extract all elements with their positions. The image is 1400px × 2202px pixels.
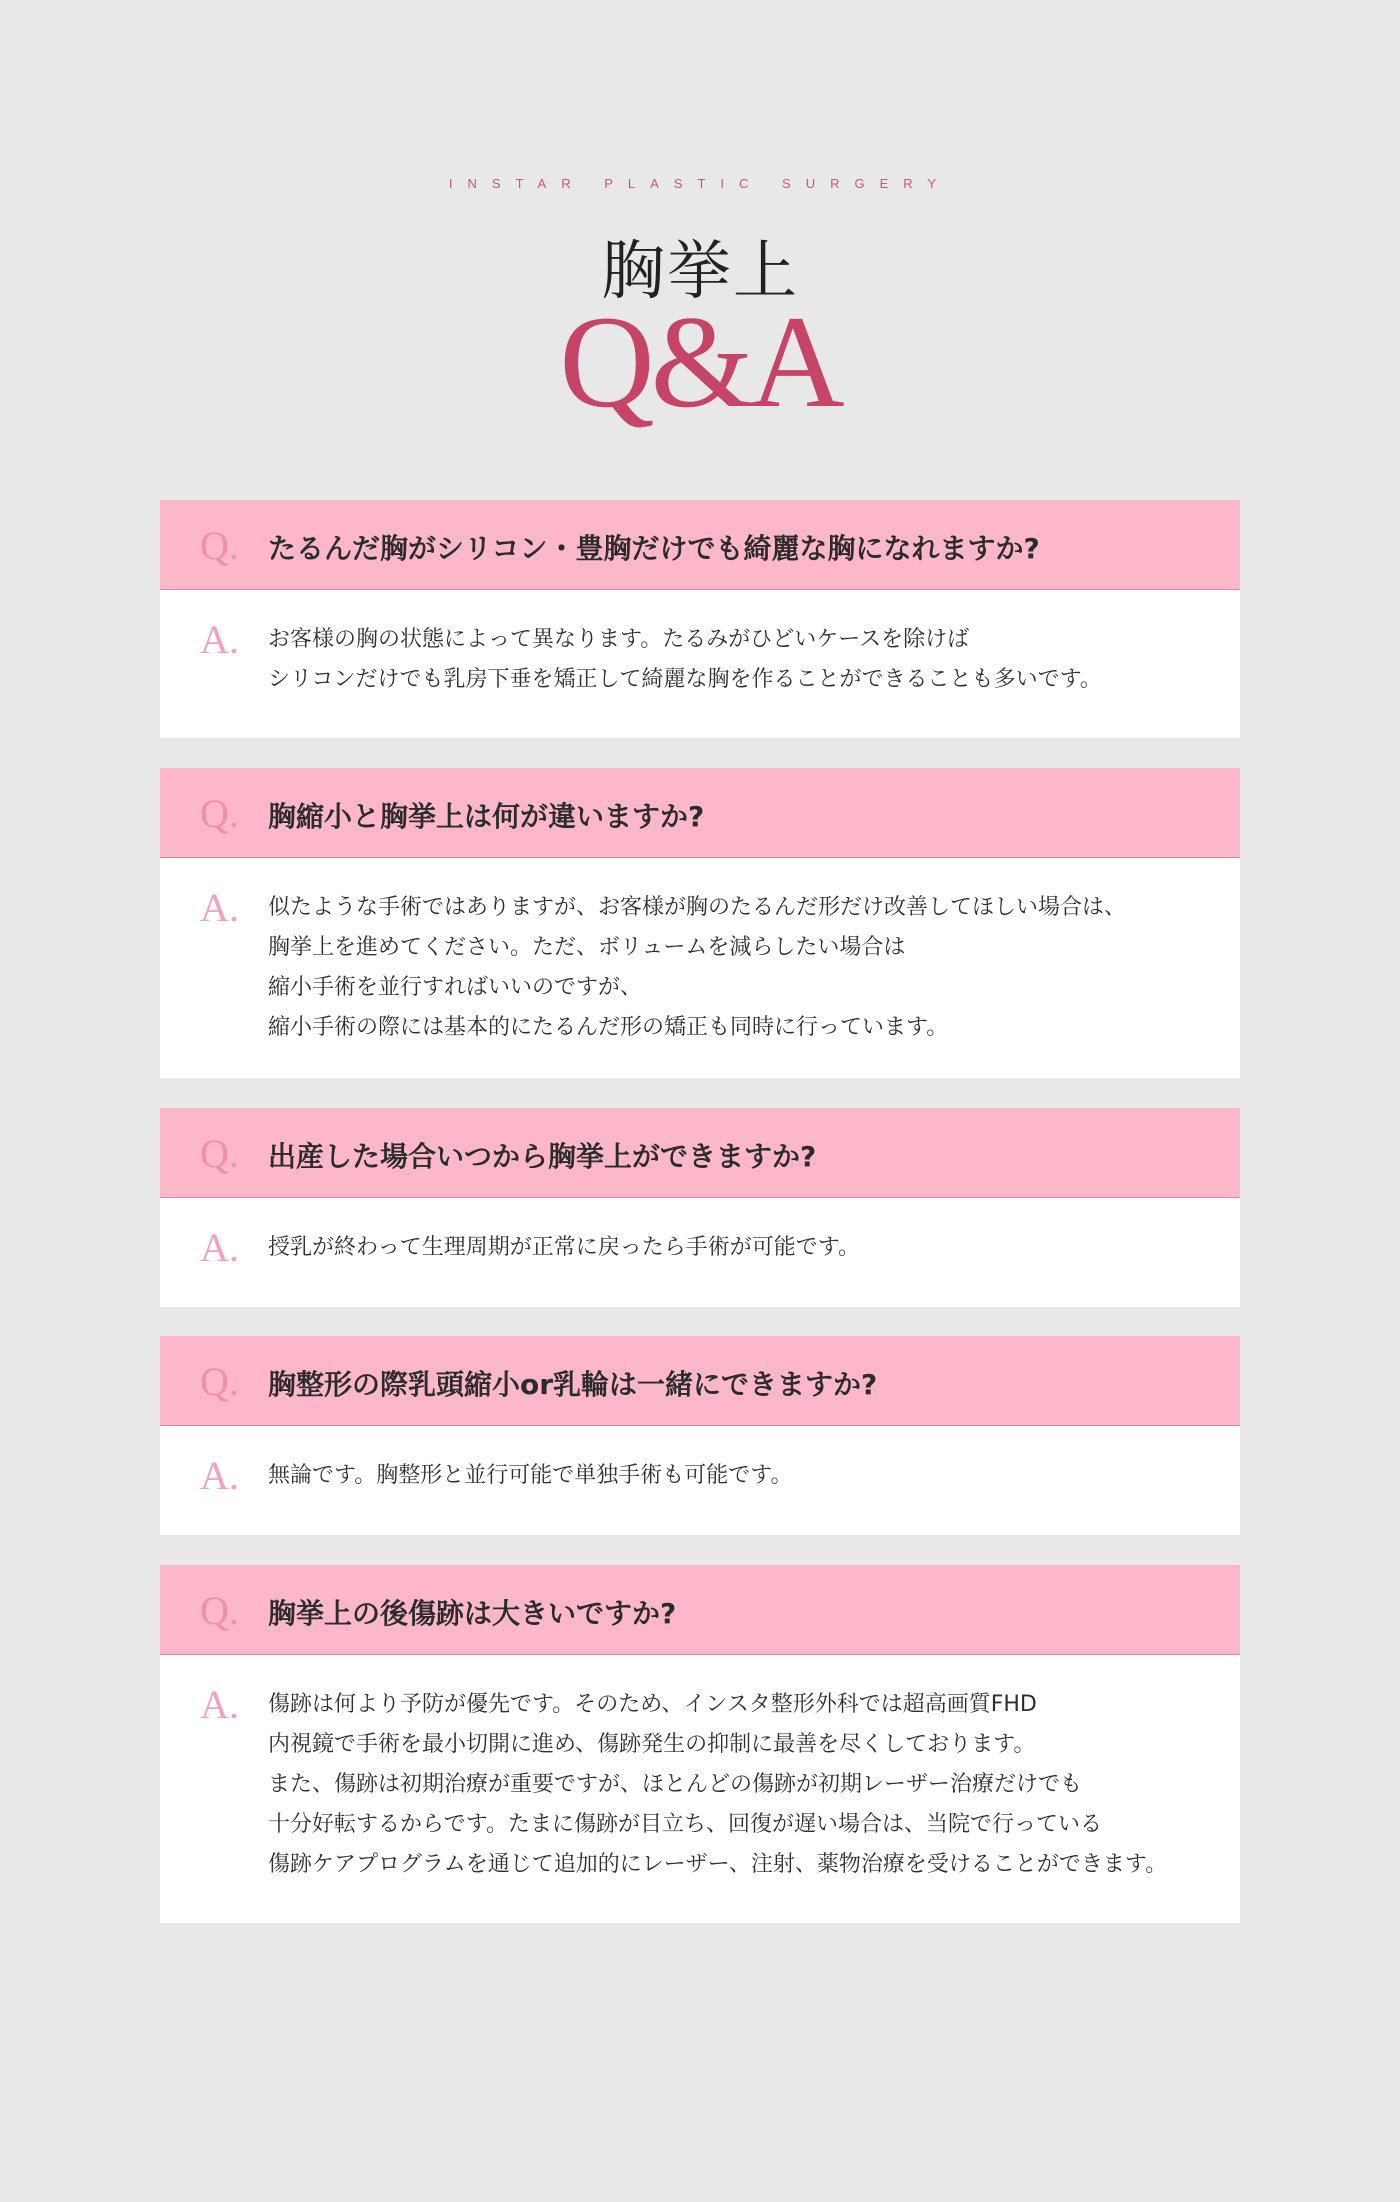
faq-item-5 bbox=[160, 1565, 1240, 1923]
faq-answer-text bbox=[268, 1685, 1167, 1885]
faq-item-1 bbox=[160, 500, 1240, 738]
answer-line: シリコンだけでも乳房下垂を矯正して綺麗な胸を作ることができることも多いです。 bbox=[268, 667, 1102, 692]
faq-question-row[interactable] bbox=[160, 1336, 1240, 1426]
question-mark-label: Q. bbox=[200, 791, 239, 836]
brand-eyebrow: INSTAR PLASTIC SURGERY bbox=[448, 176, 952, 191]
answer-mark-label: A. bbox=[200, 1682, 239, 1727]
answer-line: 縮小手術を並行すればいいのですが、 bbox=[268, 975, 643, 1000]
answer-line: 胸挙上を進めてください。ただ、ボリュームを減らしたい場合は bbox=[268, 935, 906, 960]
faq-question-text: 胸縮小と胸挙上は何が違いますか? bbox=[268, 800, 705, 833]
question-mark-label: Q. bbox=[200, 523, 239, 568]
faq-question-text: 胸整形の際乳頭縮小or乳輪は一緒にできますか? bbox=[268, 1368, 878, 1401]
answer-line: 傷跡ケアプログラムを通じて追加的にレーザー、注射、薬物治療を受けることができます。 bbox=[268, 1852, 1168, 1877]
faq-question-row[interactable] bbox=[160, 768, 1240, 858]
answer-mark-label: A. bbox=[200, 885, 239, 930]
faq-answer-text bbox=[268, 888, 1126, 1048]
answer-mark-label: A. bbox=[200, 1225, 239, 1270]
faq-item-2 bbox=[160, 768, 1240, 1078]
faq-answer-text bbox=[268, 620, 1102, 700]
faq-question-text: 出産した場合いつから胸挙上ができますか? bbox=[268, 1140, 817, 1173]
faq-item-4 bbox=[160, 1336, 1240, 1535]
faq-question-text: たるんだ胸がシリコン・豊胸だけでも綺麗な胸になれますか? bbox=[268, 532, 1040, 565]
answer-line: 似たような手術ではありますが、お客様が胸のたるんだ形だけ改善してほしい場合は、 bbox=[268, 895, 1127, 920]
answer-line: お客様の胸の状態によって異なります。たるみがひどいケースを除けば bbox=[268, 627, 970, 652]
page-subtitle-qa: Q&A bbox=[559, 288, 841, 435]
question-mark-label: Q. bbox=[200, 1588, 239, 1633]
answer-line: 傷跡は何より予防が優先です。そのため、インスタ整形外科では超高画質FHD bbox=[268, 1692, 1037, 1717]
answer-line: 縮小手術の際には基本的にたるんだ形の矯正も同時に行っています。 bbox=[268, 1015, 949, 1040]
faq-question-row[interactable] bbox=[160, 1565, 1240, 1655]
answer-line: 十分好転するからです。たまに傷跡が目立ち、回復が遅い場合は、当院で行っている bbox=[268, 1812, 1103, 1837]
answer-line: また、傷跡は初期治療が重要ですが、ほとんどの傷跡が初期レーザー治療だけでも bbox=[268, 1772, 1083, 1797]
answer-mark-label: A. bbox=[200, 617, 239, 662]
answer-line: 無論です。胸整形と並行可能で単独手術も可能です。 bbox=[268, 1463, 793, 1488]
answer-line: 内視鏡で手術を最小切開に進め、傷跡発生の抑制に最善を尽くしております。 bbox=[268, 1732, 1036, 1757]
faq-question-row[interactable] bbox=[160, 500, 1240, 590]
answer-line: 授乳が終わって生理周期が正常に戻ったら手術が可能です。 bbox=[268, 1235, 861, 1260]
faq-question-text: 胸挙上の後傷跡は大きいですか? bbox=[268, 1597, 677, 1630]
answer-mark-label: A. bbox=[200, 1453, 239, 1498]
question-mark-label: Q. bbox=[200, 1359, 239, 1404]
faq-answer-text bbox=[268, 1228, 860, 1268]
faq-item-3 bbox=[160, 1108, 1240, 1307]
faq-answer-text bbox=[268, 1456, 792, 1496]
question-mark-label: Q. bbox=[200, 1131, 239, 1176]
faq-question-row[interactable] bbox=[160, 1108, 1240, 1198]
page-title: 胸挙上 bbox=[601, 235, 799, 309]
